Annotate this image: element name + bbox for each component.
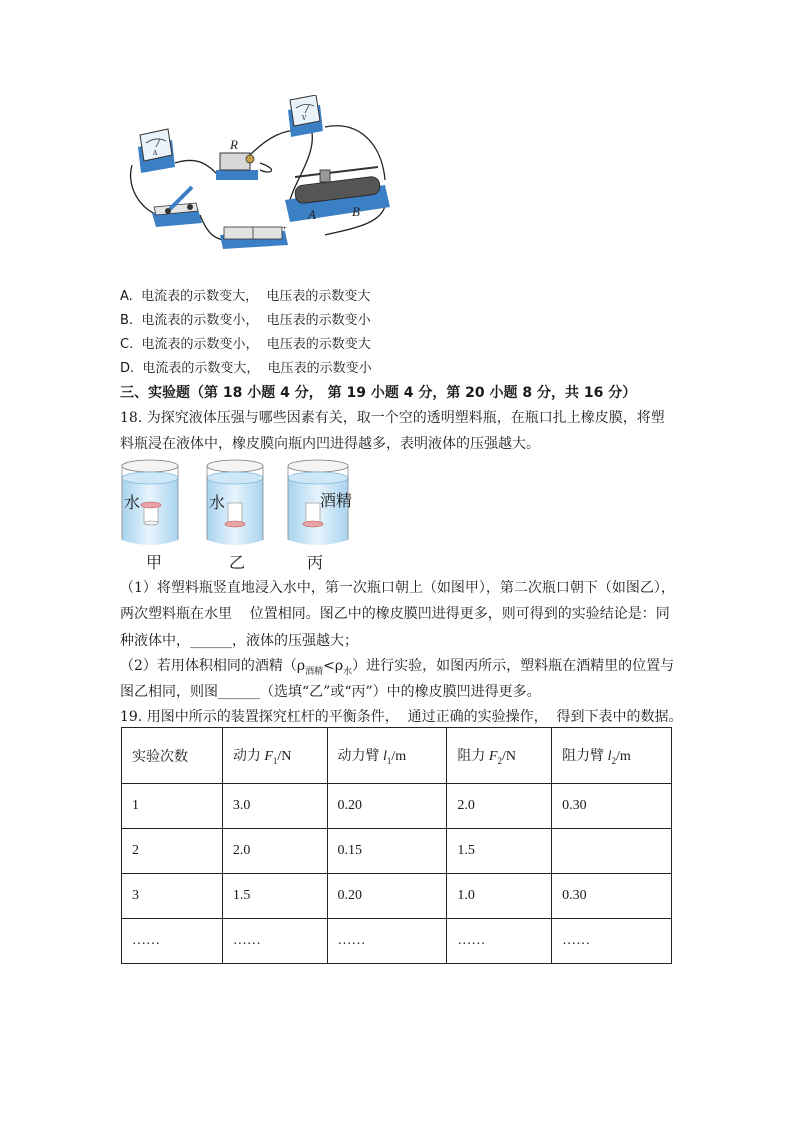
svg-text:A: A: [153, 150, 158, 157]
header-text: 实验次数: [132, 749, 188, 765]
option-text: 电流表的示数变小， 电压表的示数变小: [141, 313, 371, 328]
header-unit: /m: [391, 749, 407, 765]
header-text: 动力: [232, 749, 265, 765]
table-header-row: [122, 728, 672, 784]
q18-line2: 料瓶浸在液体中，橡皮膜向瓶内凹进得越多，表明液体的压强越大。: [120, 436, 540, 452]
table-cell: ……: [447, 919, 552, 964]
header-unit: /m: [615, 749, 631, 765]
table-cell: 0.30: [552, 874, 672, 919]
option-text: 电流表的示数变大， 电压表的示数变大: [141, 289, 371, 304]
table-cell: 0.15: [327, 829, 447, 874]
voltmeter-icon: [288, 95, 323, 137]
table-row: [122, 919, 672, 964]
table-cell: [552, 829, 672, 874]
header-sub: 2: [497, 755, 502, 766]
table-cell: 0.20: [327, 784, 447, 829]
svg-text:+: +: [282, 225, 288, 232]
table-header-cell: [552, 728, 672, 784]
subscript: 酒精: [305, 666, 324, 677]
table-cell: ……: [222, 919, 327, 964]
table-header-cell: [122, 728, 223, 784]
table-cell: 3: [122, 874, 223, 919]
text-segment: （2）若用体积相同的酒精（ρ: [120, 658, 306, 674]
header-sub: 1: [272, 755, 278, 766]
svg-text:V: V: [302, 115, 307, 122]
q19-line1: 19. 用图中所示的装置探究杠杆的平衡条件， 通过正确的实验操作， 得到下表中的数据。: [120, 709, 683, 725]
section-heading: 三、实验题（第 18 小题 4 分， 第 19 小题 4 分，第 20 小题 8 分，共 16 分）: [120, 385, 637, 401]
ammeter-icon: [138, 129, 175, 173]
option-letter: C.: [120, 337, 134, 352]
table-cell: ……: [552, 919, 672, 964]
table-header-cell: [447, 728, 552, 784]
option-b: [120, 309, 371, 328]
svg-text:R: R: [230, 137, 238, 152]
table-cell: 0.30: [552, 784, 672, 829]
q18-line1: 18. 为探究液体压强与哪些因素有关，取一个空的透明塑料瓶，在瓶口扎上橡皮膜，将塑: [120, 410, 665, 426]
table-cell: 1.0: [447, 874, 552, 919]
battery-icon: [220, 225, 288, 249]
header-var: F: [264, 749, 273, 765]
option-letter: D.: [120, 361, 135, 376]
header-sub: 2: [611, 755, 616, 766]
table-row: [122, 874, 672, 919]
q18-p1-line1: （1）将塑料瓶竖直地浸入水中，第一次瓶口朝上（如图甲），第二次瓶口朝下（如图乙），: [120, 580, 675, 596]
q18-p2-line1: [120, 655, 674, 677]
header-unit: /N: [501, 749, 516, 765]
option-text: 电流表的示数变大， 电压表的示数变小: [142, 361, 372, 376]
subscript: 水: [343, 666, 353, 677]
header-var: l: [607, 749, 612, 765]
header-var: F: [488, 749, 498, 765]
table-cell: 1.5: [447, 829, 552, 874]
data-table: [121, 727, 672, 964]
header-text: 阻力臂: [562, 749, 608, 765]
text-segment: <ρ: [323, 658, 344, 674]
table-cell: 3.0: [222, 784, 327, 829]
table-header-cell: [222, 728, 327, 784]
resistor-icon: [216, 137, 258, 180]
table-cell: 1.5: [222, 874, 327, 919]
table-cell: ……: [122, 919, 223, 964]
circuit-diagram: [120, 95, 395, 255]
option-letter: A.: [120, 289, 133, 304]
option-c: [120, 333, 371, 352]
table-cell: 2.0: [222, 829, 327, 874]
table-header-cell: [327, 728, 447, 784]
table-cell: 2.0: [447, 784, 552, 829]
q18-p1-line2: 两次塑料瓶在水里 位置相同。图乙中的橡皮膜凹进得更多，则可得到的实验结论是：同: [120, 606, 670, 622]
q18-p1-line3: 种液体中，______，液体的压强越大；: [120, 633, 358, 649]
beaker-caption: 乙: [229, 553, 246, 572]
beaker-liquid-label: 水: [124, 493, 141, 512]
header-unit: /N: [277, 749, 292, 765]
beaker-caption: 甲: [146, 553, 163, 572]
option-letter: B.: [120, 313, 134, 328]
svg-text:A: A: [308, 207, 316, 222]
beaker-caption: 丙: [307, 553, 324, 572]
option-d: [120, 357, 372, 376]
q18-p2-line2: 图乙相同，则图______（选填“乙”或“丙”）中的橡皮膜凹进得更多。: [120, 684, 541, 700]
switch-icon: [152, 187, 202, 227]
table-cell: 0.20: [327, 874, 447, 919]
text-segment: ）进行实验，如图丙所示，塑料瓶在酒精里的位置与: [352, 658, 675, 674]
option-text: 电流表的示数变小， 电压表的示数变大: [141, 337, 371, 352]
table-row: [122, 784, 672, 829]
header-text: 动力臂: [337, 749, 383, 765]
beaker-liquid-label: 酒精: [320, 491, 353, 510]
table-cell: 1: [122, 784, 223, 829]
table-row: [122, 829, 672, 874]
table-cell: 2: [122, 829, 223, 874]
beaker-liquid-label: 水: [209, 493, 226, 512]
header-sub: 1: [386, 755, 392, 766]
header-text: 阻力: [457, 749, 489, 765]
table-cell: ……: [327, 919, 447, 964]
svg-text:B: B: [352, 204, 360, 219]
option-a: [120, 285, 370, 304]
header-var: l: [383, 749, 387, 765]
